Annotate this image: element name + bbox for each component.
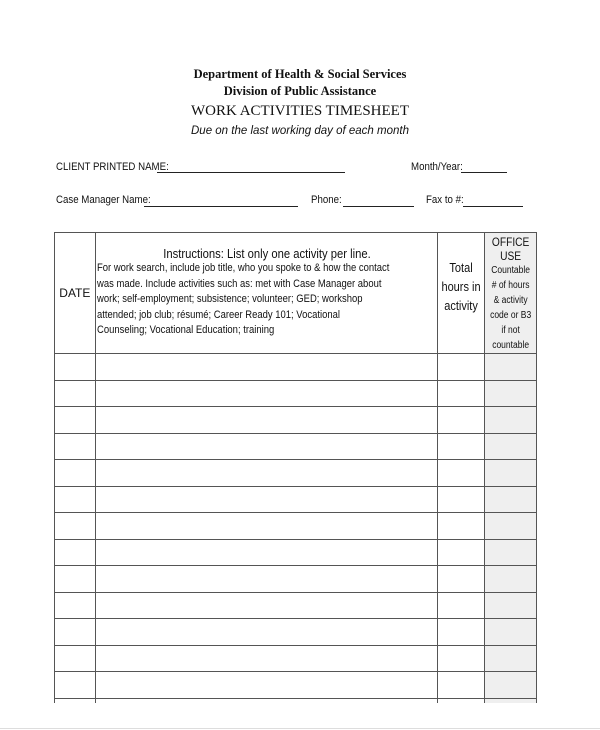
date-cell[interactable] (55, 407, 96, 434)
date-cell[interactable] (55, 486, 96, 513)
hours-cell[interactable] (437, 566, 484, 593)
due-note: Due on the last working day of each month (191, 125, 409, 137)
table-row (55, 486, 537, 513)
activity-cell[interactable] (95, 645, 437, 672)
partial-cell (484, 698, 536, 703)
month-year-field[interactable] (461, 172, 507, 173)
office-use-cell[interactable] (484, 672, 536, 699)
date-cell[interactable] (55, 539, 96, 566)
hours-header (437, 233, 484, 354)
date-cell[interactable] (55, 460, 96, 487)
client-name-label: CLIENT PRINTED NAME: (56, 161, 169, 173)
office-use-cell[interactable] (484, 645, 536, 672)
hours-cell[interactable] (437, 486, 484, 513)
activity-cell[interactable] (95, 380, 437, 407)
hours-cell[interactable] (437, 460, 484, 487)
partial-cell (95, 698, 437, 703)
hours-cell[interactable] (437, 539, 484, 566)
phone-label: Phone: (311, 194, 342, 206)
activity-cell[interactable] (95, 672, 437, 699)
office-use-cell[interactable] (484, 592, 536, 619)
table-row (55, 380, 537, 407)
office-use-cell[interactable] (484, 619, 536, 646)
date-cell[interactable] (55, 513, 96, 540)
case-manager-label: Case Manager Name: (56, 194, 151, 206)
month-year-label: Month/Year: (411, 161, 463, 173)
activity-cell[interactable] (95, 433, 437, 460)
hours-cell[interactable] (437, 354, 484, 381)
table-row (55, 619, 537, 646)
activity-cell[interactable] (95, 407, 437, 434)
office-use-cell[interactable] (484, 407, 536, 434)
hours-cell[interactable] (437, 619, 484, 646)
hours-cell[interactable] (437, 645, 484, 672)
office-use-header (484, 233, 536, 354)
date-cell[interactable] (55, 645, 96, 672)
office-use-cell[interactable] (484, 539, 536, 566)
table-row (55, 407, 537, 434)
date-header (55, 233, 96, 354)
hours-header-label: Total hours in activity (441, 260, 481, 313)
table-row (55, 645, 537, 672)
table-row-partial (55, 698, 537, 703)
table-row (55, 354, 537, 381)
date-cell[interactable] (55, 433, 96, 460)
activity-cell[interactable] (95, 486, 437, 513)
partial-cell (55, 698, 96, 703)
activity-cell[interactable] (95, 460, 437, 487)
phone-field[interactable] (343, 206, 414, 207)
activity-cell[interactable] (95, 354, 437, 381)
fax-label: Fax to #: (426, 194, 464, 206)
hours-cell[interactable] (437, 672, 484, 699)
table-header (55, 233, 537, 354)
table-row (55, 566, 537, 593)
activity-cell[interactable] (95, 592, 437, 619)
date-cell[interactable] (55, 566, 96, 593)
office-use-title: OFFICE USE (491, 235, 530, 263)
page-edge (0, 728, 600, 729)
date-header-label: DATE (59, 286, 91, 300)
activity-cell[interactable] (95, 619, 437, 646)
hours-cell[interactable] (437, 513, 484, 540)
table-row (55, 672, 537, 699)
instructions-title: Instructions: List only one activity per line. (162, 247, 371, 262)
office-use-cell[interactable] (484, 354, 536, 381)
date-cell[interactable] (55, 354, 96, 381)
office-use-cell[interactable] (484, 486, 536, 513)
division-name: Division of Public Assistance (223, 84, 377, 98)
date-cell[interactable] (55, 592, 96, 619)
hours-cell[interactable] (437, 407, 484, 434)
office-use-cell[interactable] (484, 433, 536, 460)
date-cell[interactable] (55, 380, 96, 407)
activity-cell[interactable] (95, 539, 437, 566)
activity-cell[interactable] (95, 566, 437, 593)
activities-table (54, 232, 537, 703)
date-cell[interactable] (55, 619, 96, 646)
office-use-cell[interactable] (484, 460, 536, 487)
office-use-cell[interactable] (484, 513, 536, 540)
hours-cell[interactable] (437, 380, 484, 407)
hours-cell[interactable] (437, 433, 484, 460)
partial-cell (437, 698, 484, 703)
table-row (55, 592, 537, 619)
date-cell[interactable] (55, 672, 96, 699)
instructions-body: For work search, include job title, who you spoke to & how the contact was made. Include activities such as: met with Case Manager about work; self-employment; subsistence; volunteer; GED; workshop attended; job club; résumé; Career Ready 101; Vocational Counseling; Vocational Education; training (96, 262, 390, 337)
office-use-body: Countable # of hours & activity code or B3 if not countable (489, 265, 531, 351)
department-name: Department of Health & Social Services (193, 67, 407, 81)
office-use-cell[interactable] (484, 566, 536, 593)
office-use-cell[interactable] (484, 380, 536, 407)
activity-cell[interactable] (95, 513, 437, 540)
table-row (55, 433, 537, 460)
client-name-field[interactable] (157, 172, 345, 173)
table-row (55, 460, 537, 487)
table-row (55, 513, 537, 540)
instructions-header (95, 233, 437, 354)
case-manager-field[interactable] (144, 206, 298, 207)
fax-field[interactable] (463, 206, 523, 207)
hours-cell[interactable] (437, 592, 484, 619)
page-title: WORK ACTIVITIES TIMESHEET (190, 103, 410, 119)
table-row (55, 539, 537, 566)
